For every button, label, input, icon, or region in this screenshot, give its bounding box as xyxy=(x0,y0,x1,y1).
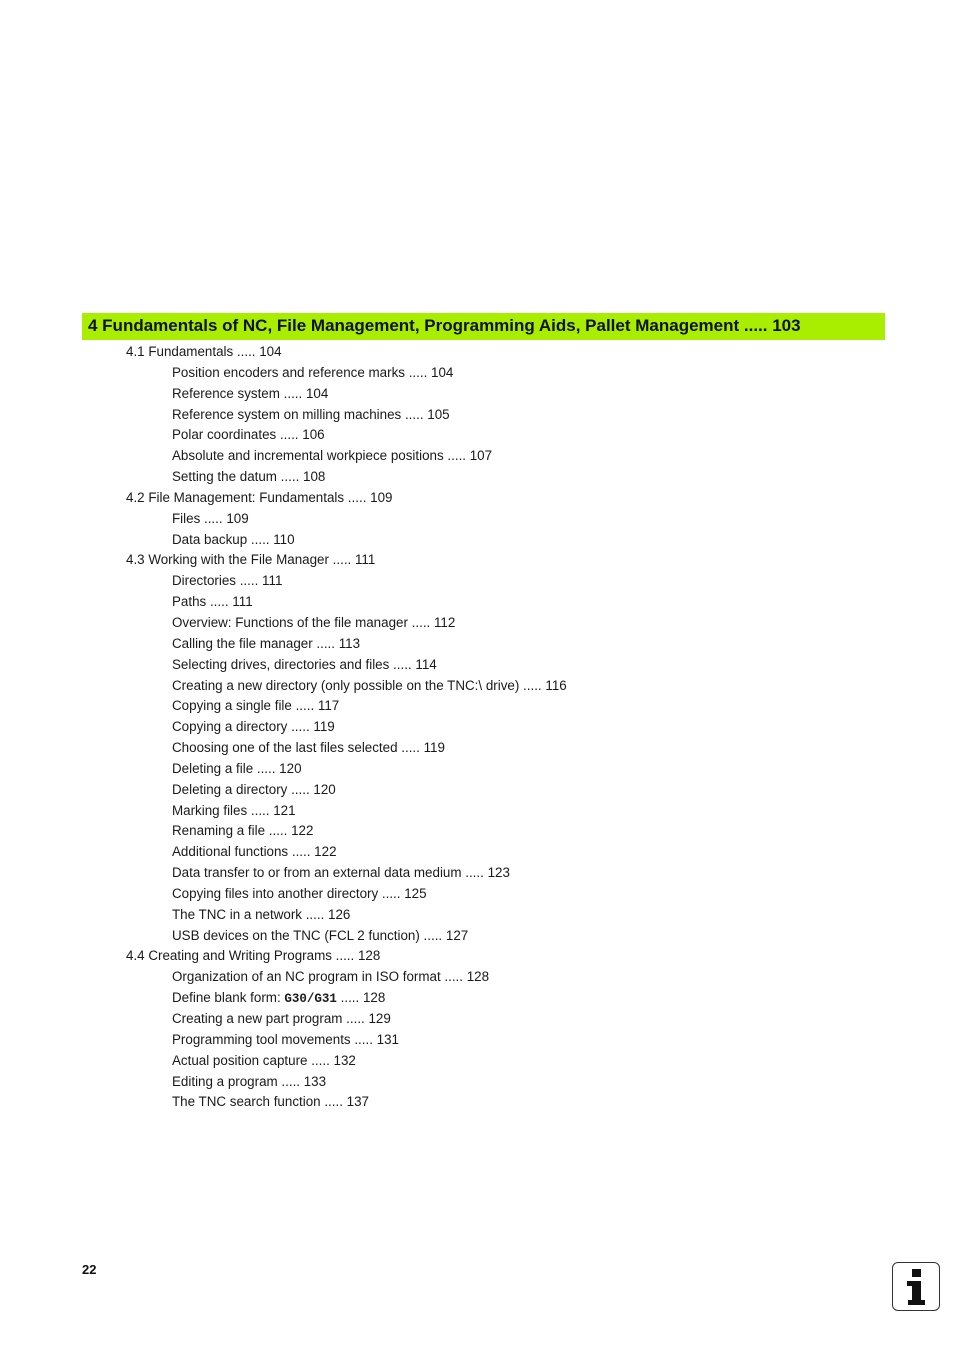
toc-subsection-entry[interactable] xyxy=(0,1051,954,1072)
toc-subsection-entry[interactable] xyxy=(0,780,954,801)
toc-entry-code: G30/G31 xyxy=(284,992,337,1007)
toc-subsection-entry[interactable] xyxy=(0,821,954,842)
toc-entry-text: The TNC search function ..... 137 xyxy=(172,1094,369,1110)
toc-section-entry[interactable] xyxy=(0,488,954,509)
toc-subsection-entry[interactable] xyxy=(0,655,954,676)
toc-entry-text: Position encoders and reference marks ..... 104 xyxy=(172,364,454,380)
toc-subsection-entry[interactable] xyxy=(0,696,954,717)
toc-subsection-entry[interactable] xyxy=(0,676,954,697)
toc-subsection-entry[interactable] xyxy=(0,613,954,634)
page-number: 22 xyxy=(82,1262,97,1277)
toc-entry-text: 4.3 Working with the File Manager ..... 111 xyxy=(126,552,376,568)
toc-subsection-entry[interactable] xyxy=(0,801,954,822)
toc-entry-text: Selecting drives, directories and files ..... 114 xyxy=(172,656,437,672)
chapter-heading-bar xyxy=(82,313,885,340)
toc-subsection-entry[interactable] xyxy=(0,467,954,488)
toc-entry-text: Data backup ..... 110 xyxy=(172,531,295,547)
toc-subsection-entry[interactable] xyxy=(0,530,954,551)
chapter-title[interactable]: 4 Fundamentals of NC, File Management, Programming Aids, Pallet Management ..... 103 xyxy=(88,316,801,335)
toc-entry-text: Setting the datum ..... 108 xyxy=(172,469,326,485)
toc-subsection-entry[interactable] xyxy=(0,863,954,884)
toc-entry-text: Deleting a file ..... 120 xyxy=(172,760,302,776)
toc-entry-text: Calling the file manager ..... 113 xyxy=(172,635,361,651)
toc-subsection-entry[interactable] xyxy=(0,1030,954,1051)
toc-subsection-entry[interactable] xyxy=(0,1092,954,1113)
toc-subsection-entry[interactable] xyxy=(0,717,954,738)
toc-subsection-entry[interactable] xyxy=(0,759,954,780)
info-icon xyxy=(892,1262,940,1311)
toc-subsection-entry[interactable] xyxy=(0,842,954,863)
toc-subsection-entry[interactable] xyxy=(0,967,954,988)
toc-entry-text: The TNC in a network ..... 126 xyxy=(172,906,351,922)
toc-entry-text: Polar coordinates ..... 106 xyxy=(172,427,325,443)
toc-subsection-entry[interactable] xyxy=(0,405,954,426)
toc-entry-text: Paths ..... 111 xyxy=(172,594,253,610)
toc-entry-text: 4.2 File Management: Fundamentals ..... 109 xyxy=(126,489,393,505)
toc-entry-text: Deleting a directory ..... 120 xyxy=(172,781,336,797)
toc-section-entry[interactable] xyxy=(0,550,954,571)
toc-subsection-entry[interactable] xyxy=(0,634,954,655)
toc-entry-text: 4.1 Fundamentals ..... 104 xyxy=(126,344,282,359)
toc-entry-text: Reference system ..... 104 xyxy=(172,385,329,401)
toc-subsection-entry[interactable] xyxy=(0,1072,954,1093)
toc-entry-text: Copying a directory ..... 119 xyxy=(172,719,335,735)
toc-subsection-entry[interactable] xyxy=(0,592,954,613)
toc-subsection-entry[interactable] xyxy=(0,1009,954,1030)
toc-entry-text: Copying files into another directory ..... 125 xyxy=(172,885,427,901)
toc-section-entry[interactable] xyxy=(0,342,954,363)
toc-entry-text: Editing a program ..... 133 xyxy=(172,1073,327,1089)
toc-subsection-entry[interactable] xyxy=(0,571,954,592)
toc-entry-text: Overview: Functions of the file manager ..... 112 xyxy=(172,614,456,630)
toc-entry-text: Define blank form: xyxy=(172,990,285,1006)
toc-subsection-entry[interactable] xyxy=(0,384,954,405)
toc-entry-text: 4.4 Creating and Writing Programs ..... 128 xyxy=(126,948,381,964)
toc-subsection-entry[interactable] xyxy=(0,926,954,947)
toc-entry-page: ..... 128 xyxy=(336,990,386,1006)
toc-entry-text: Creating a new part program ..... 129 xyxy=(172,1011,391,1026)
toc-subsection-entry[interactable] xyxy=(0,425,954,446)
toc-entry-text: Data transfer to or from an external data medium ..... 123 xyxy=(172,865,510,881)
toc-subsection-entry[interactable] xyxy=(0,988,954,1009)
toc-subsection-entry[interactable] xyxy=(0,884,954,905)
toc-subsection-entry[interactable] xyxy=(0,738,954,759)
toc-entry-text: Files ..... 109 xyxy=(172,510,249,526)
toc-entry-text: Reference system on milling machines ..... 105 xyxy=(172,406,450,422)
toc-subsection-entry[interactable] xyxy=(0,363,954,384)
toc-section-entry[interactable] xyxy=(0,946,954,967)
toc-subsection-entry[interactable] xyxy=(0,905,954,926)
toc-entry-text: Directories ..... 111 xyxy=(172,573,283,589)
toc-entry-text: Organization of an NC program in ISO format ..... 128 xyxy=(172,969,490,985)
toc-subsection-entry[interactable] xyxy=(0,446,954,467)
toc-entry-text: Copying a single file ..... 117 xyxy=(172,698,340,714)
toc-entry-text: Creating a new directory (only possible on the TNC:\ drive) ..... 116 xyxy=(172,677,567,693)
toc-entry-text: Marking files ..... 121 xyxy=(172,802,296,818)
table-of-contents xyxy=(0,342,954,1113)
toc-entry-text: Renaming a file ..... 122 xyxy=(172,823,314,839)
toc-entry-text: Actual position capture ..... 132 xyxy=(172,1052,356,1068)
toc-entry-text: Additional functions ..... 122 xyxy=(172,844,337,860)
toc-entry-text: Choosing one of the last files selected ..... 119 xyxy=(172,740,445,756)
toc-subsection-entry[interactable] xyxy=(0,509,954,530)
toc-entry-text: Absolute and incremental workpiece positions ..... 107 xyxy=(172,448,493,464)
toc-entry-text: Programming tool movements ..... 131 xyxy=(172,1031,399,1047)
toc-entry-text: USB devices on the TNC (FCL 2 function) ..... 127 xyxy=(172,927,469,943)
